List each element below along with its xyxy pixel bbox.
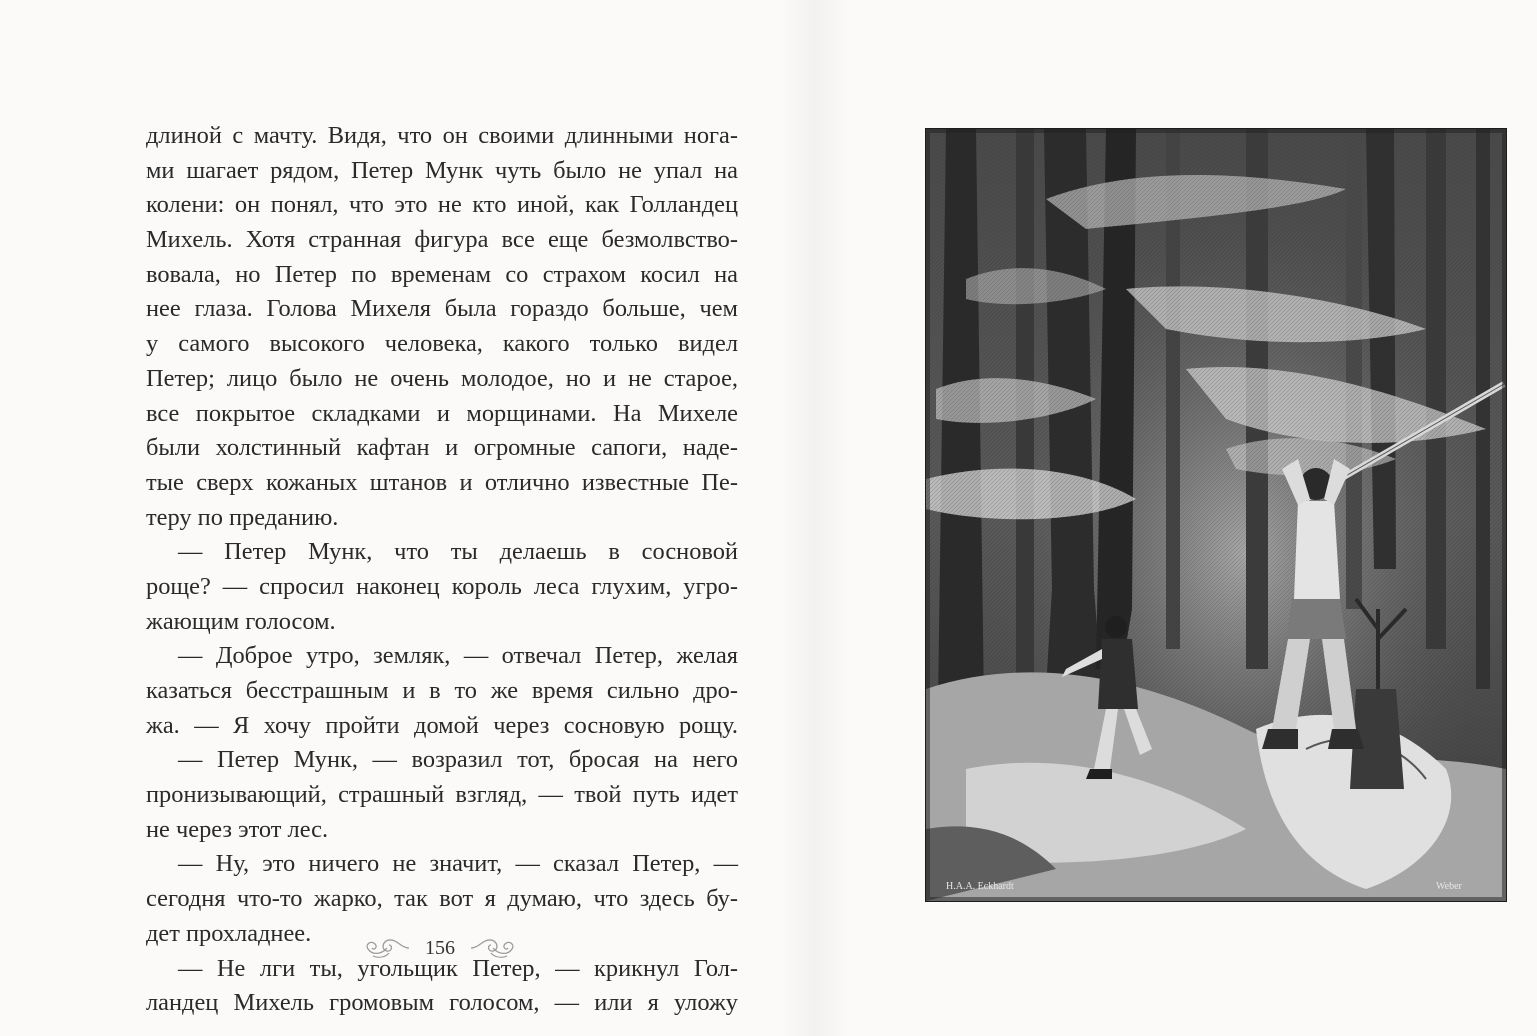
page-text <box>146 119 738 1021</box>
signature-right: Weber <box>1436 881 1462 892</box>
text-line: теру по преданию. <box>146 503 339 531</box>
text-line: тые сверх кожаных штанов и отлично известные Пе- <box>146 468 738 496</box>
page-folio <box>360 928 520 968</box>
text-line: ми шагает рядом, Петер Мунк чуть было не упал на <box>146 156 738 184</box>
text-line: Петер; лицо было не очень молодое, но и не старое, <box>146 364 738 392</box>
text-line: Михель. Хотя странная фигура все еще безмолвство- <box>146 226 738 254</box>
text-line: жа. — Я хочу пройти домой через сосновую рощу. <box>146 711 738 739</box>
text-line: сегодня что-то жарко, так вот я думаю, что здесь бу- <box>146 885 738 913</box>
text-line: не через этот лес. <box>146 815 329 843</box>
swirl-ornament-icon <box>469 935 517 961</box>
text-line: длиной с мачту. Видя, что он своими длинными нога- <box>146 122 738 149</box>
text-line: — Петер Мунк, что ты делаешь в сосновой <box>178 538 738 566</box>
signature-left: H.A.A. Eckhardt <box>946 881 1014 892</box>
text-line: все покрытое складками и морщинами. На Михеле <box>146 399 738 427</box>
text-line: были холстинный кафтан и огромные сапоги, наде- <box>146 434 738 462</box>
text-line: дет прохладнее. <box>146 919 312 947</box>
forest-engraving <box>925 128 1507 902</box>
text-line: жающим голосом. <box>146 607 336 635</box>
text-line: нее глаза. Голова Михеля была гораздо больше, чем <box>146 295 738 323</box>
forest-engraving-image <box>926 129 1506 901</box>
text-line: ландец Михель громовым голосом, — или я уложу <box>146 989 738 1017</box>
swirl-ornament-icon <box>363 935 411 961</box>
text-line: — Доброе утро, земляк, — отвечал Петер, желая <box>178 642 738 670</box>
text-line: казаться бесстрашным и в то же время сильно дро- <box>146 677 738 704</box>
page-number: 156 <box>425 936 455 959</box>
text-line: у самого высокого человека, какого только видел <box>146 330 738 358</box>
text-line: — Ну, это ничего не значит, — сказал Петер, — <box>178 850 738 878</box>
page-gutter <box>780 0 850 1036</box>
text-line: пронизывающий, страшный взгляд, — твой путь идет <box>146 781 738 809</box>
text-line: — Не лги ты, угольщик Петер, — крикнул Гол- <box>178 954 738 982</box>
text-line: колени: он понял, что это не кто иной, как Голландец <box>146 191 738 219</box>
text-line: роще? — спросил наконец король леса глухим, угро- <box>146 572 738 600</box>
text-line: вовала, но Петер по временам со страхом косил на <box>146 260 738 288</box>
text-line: — Петер Мунк, — возразил тот, бросая на него <box>178 746 738 774</box>
